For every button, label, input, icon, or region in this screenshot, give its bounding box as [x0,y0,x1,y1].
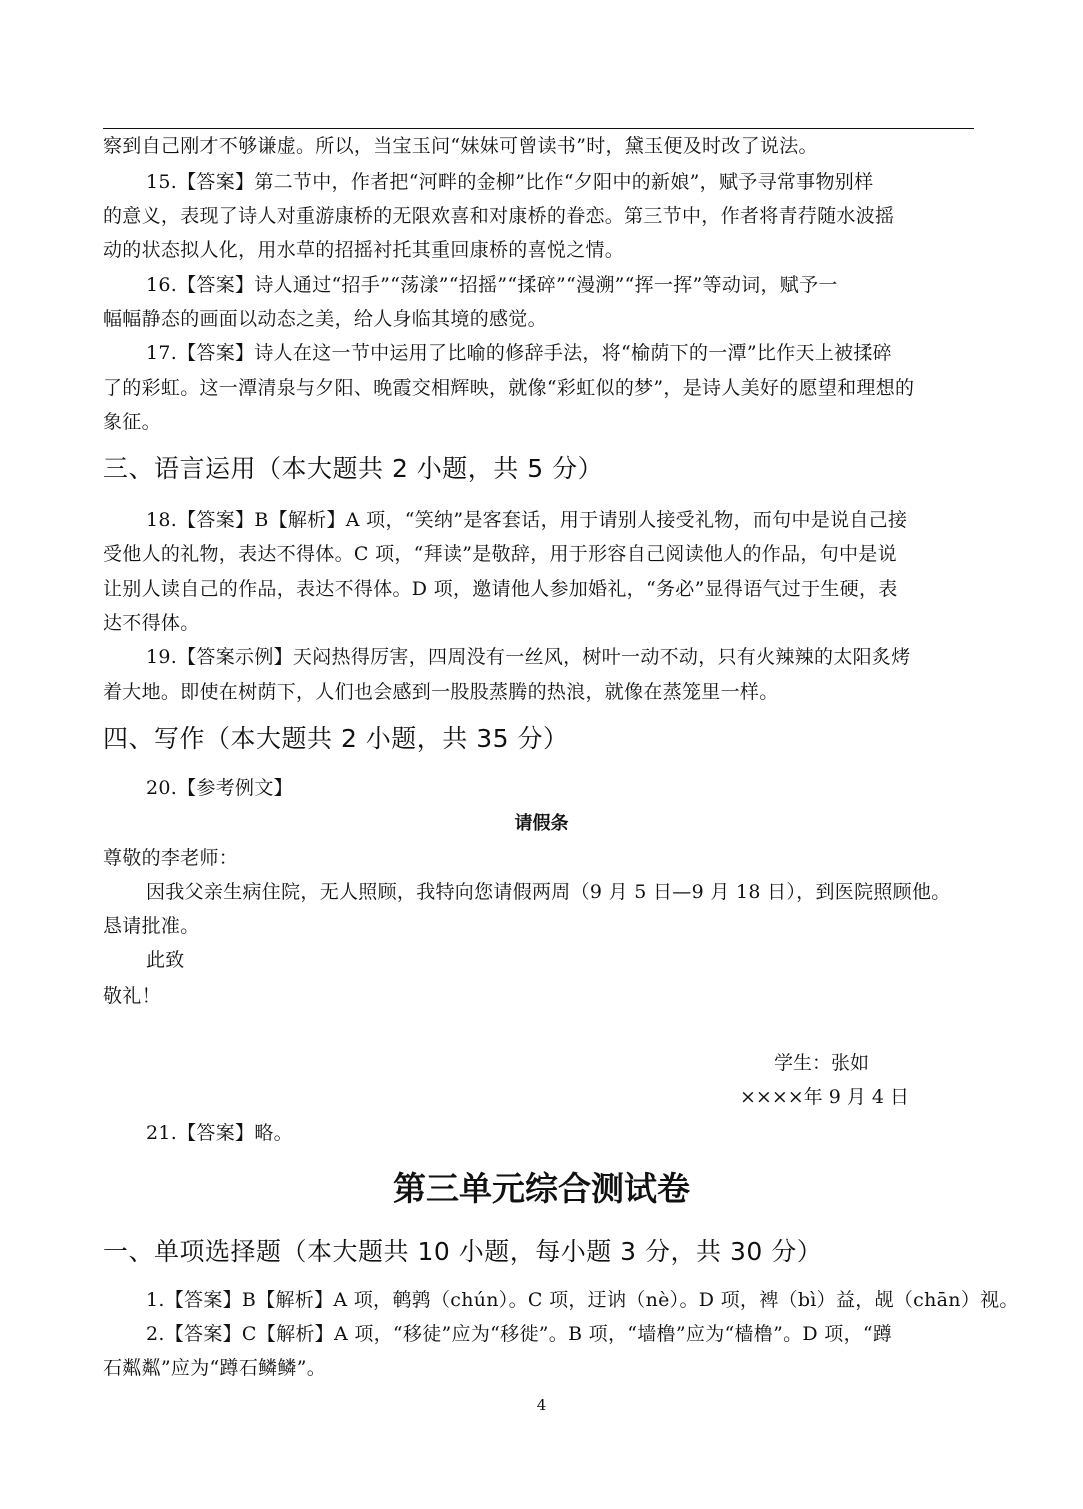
text-line: 让别人读自己的作品，表达不得体。D 项，邀请他人参加婚礼，“务必”显得语气过于生硬，表 [103,578,898,600]
answer-21: 21.【答案】略。 [146,1122,293,1144]
answer-20-label: 20.【参考例文】 [146,777,293,799]
text-line: 的意义，表现了诗人对重游康桥的无限欢喜和对康桥的眷恋。第三节中，作者将青荇随水波摇 [103,205,895,227]
text-line: 着大地。即使在树荫下，人们也会感到一股股蒸腾的热浪，就像在蒸笼里一样。 [103,681,779,703]
text-line: 石粼粼”应为“蹲石鳞鳞”。 [103,1357,327,1379]
section-heading-4: 四、写作（本大题共 2 小题，共 35 分） [103,724,569,753]
section-heading-3: 三、语言运用（本大题共 2 小题，共 5 分） [103,454,604,483]
note-body: 因我父亲生病住院，无人照顾，我特向您请假两周（9 月 5 日—9 月 18 日），到医院照顾他。 [146,881,951,903]
text-line: 动的状态拟人化，用水草的招摇衬托其重回康桥的喜悦之情。 [103,239,625,261]
note-date: ××××年 9 月 4 日 [740,1086,910,1108]
text-line: 象征。 [103,411,161,433]
text-line: 了的彩虹。这一潭清泉与夕阳、晚霞交相辉映，就像“彩虹似的梦”，是诗人美好的愿望和理想的 [103,377,915,399]
header-rule [103,128,974,129]
text-line: 达不得体。 [103,612,200,634]
note-closing: 敬礼！ [103,985,161,1007]
note-closing: 此致 [146,949,185,971]
note-signature: 学生：张如 [774,1052,870,1074]
section-heading-1: 一、单项选择题（本大题共 10 小题，每小题 3 分，共 30 分） [103,1237,823,1266]
text-line: 察到自己刚才不够谦虚。所以，当宝玉问“妹妹可曾读书”时，黛玉便及时改了说法。 [103,135,818,157]
answer-2-line: 2.【答案】C【解析】A 项，“移徒”应为“移徙”。B 项，“墙橹”应为“樯橹”。D 项，“蹲 [146,1323,893,1345]
answer-18-line: 18.【答案】B【解析】A 项，“笑纳”是客套话，用于请别人接受礼物，而句中是说自己接 [146,509,908,531]
answer-1-line: 1.【答案】B【解析】A 项，鹌鹑（chún）。C 项，迂讷（nè）。D 项，裨（bì）益，觇（chān）视。 [146,1289,1019,1311]
text-line: 受他人的礼物，表达不得体。C 项，“拜读”是敬辞，用于形容自己阅读他人的作品，句中是说 [103,543,897,565]
answer-16-line: 16.【答案】诗人通过“招手”“荡漾”“招摇”“揉碎”“漫溯”“挥一挥”等动词，赋予一 [146,274,838,296]
text-line: 幅幅静态的画面以动态之美，给人身临其境的感觉。 [103,308,547,330]
unit-title: 第三单元综合测试卷 [393,1169,690,1208]
page-number: 4 [536,1396,547,1414]
answer-17-line: 17.【答案】诗人在这一节中运用了比喻的修辞手法，将“榆荫下的一潭”比作天上被揉碎 [146,342,892,364]
note-greeting: 尊敬的李老师： [103,847,239,869]
answer-15-line: 15.【答案】第二节中，作者把“河畔的金柳”比作“夕阳中的新娘”，赋予寻常事物别样 [146,171,874,193]
note-body: 恳请批准。 [103,915,200,937]
note-title: 请假条 [514,813,569,834]
answer-19-line: 19.【答案示例】天闷热得厉害，四周没有一丝风，树叶一动不动，只有火辣辣的太阳炙烤 [146,646,911,668]
